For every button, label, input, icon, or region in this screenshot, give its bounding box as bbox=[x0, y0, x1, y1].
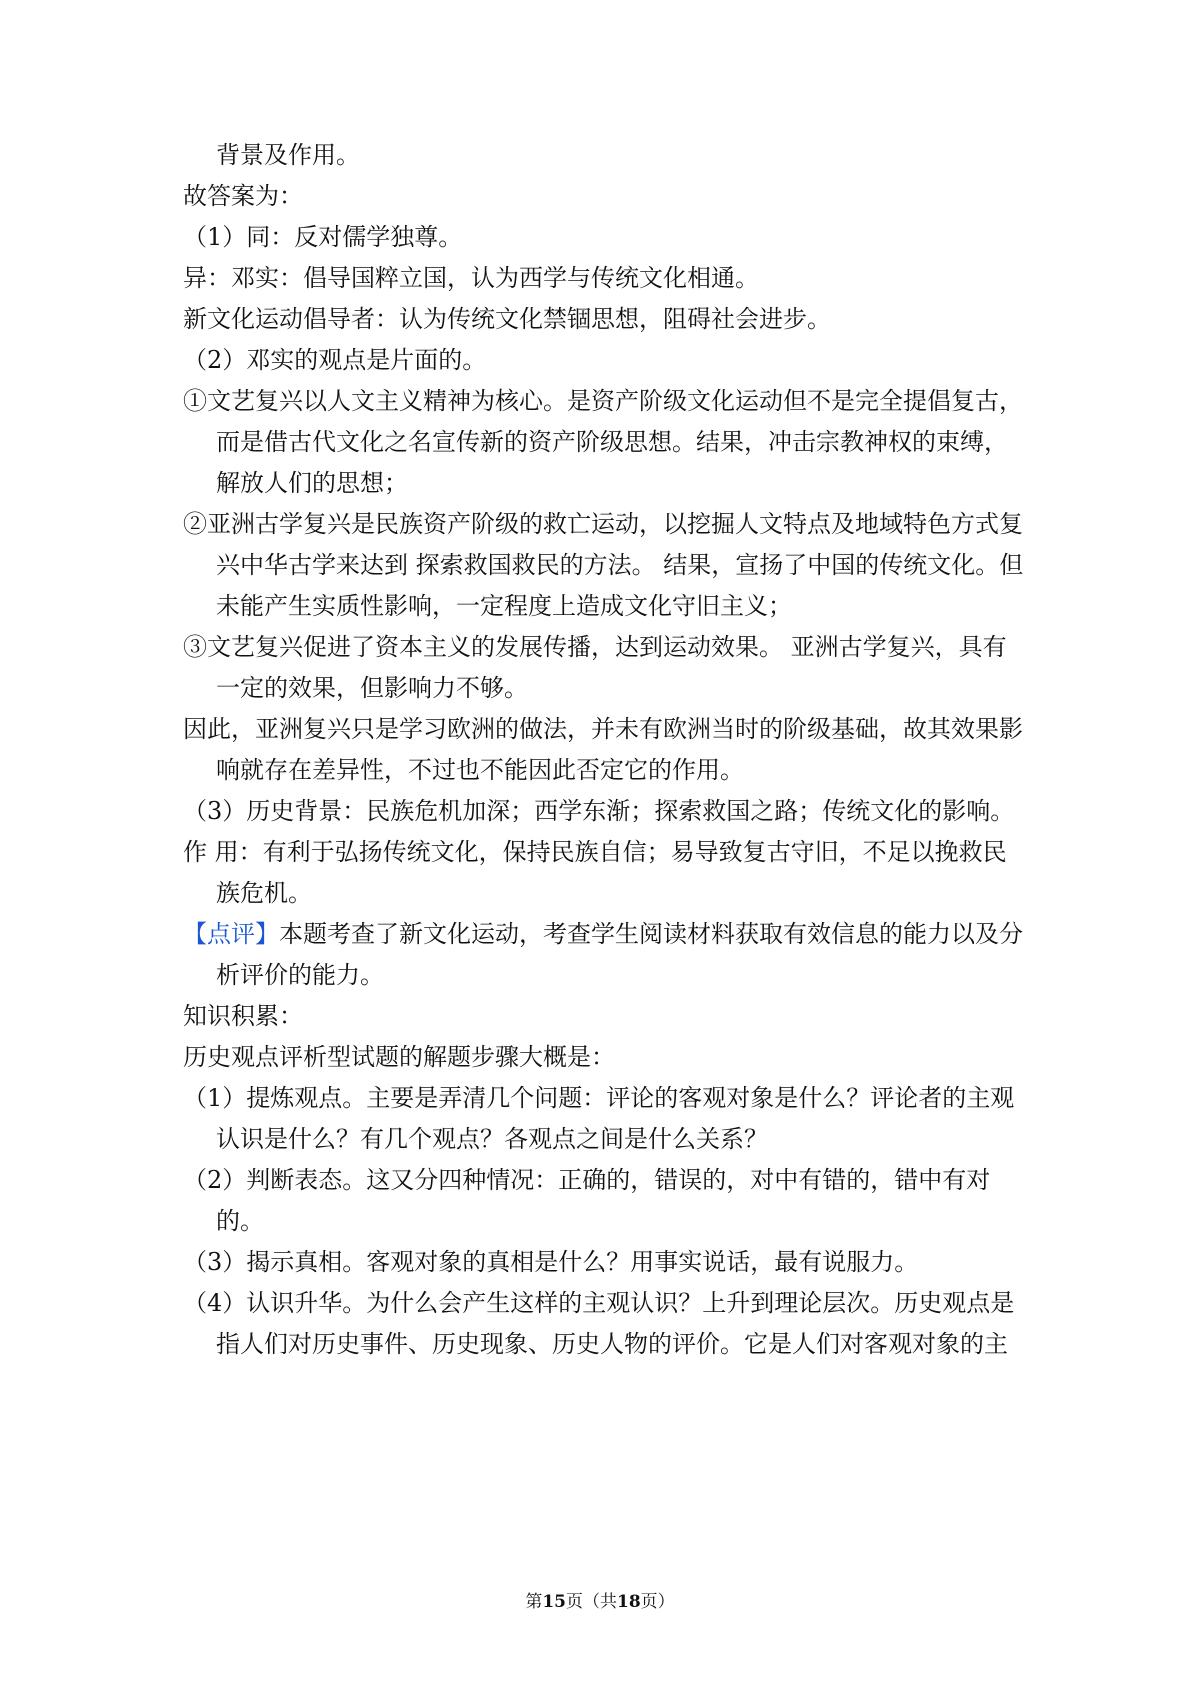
footer-total-pages: 18 bbox=[617, 1592, 641, 1612]
answer-point-3: ③文艺复兴促进了资本主义的发展传播，达到运动效果。 亚洲古学复兴，具有一定的效果，但影响力不够。 bbox=[183, 633, 1007, 702]
knowledge-step-1: （1）提炼观点。主要是弄清几个问题：评论的客观对象是什么？评论者的主观认识是什么？有几个观点？各观点之间是什么关系？ bbox=[183, 1084, 1015, 1153]
answer-heading: 故答案为： bbox=[183, 182, 303, 210]
answer-part-1-diff: 异：邓实：倡导国粹立国，认为西学与传统文化相通。 bbox=[183, 264, 759, 292]
answer-part-3-effect: 作 用：有利于弘扬传统文化，保持民族自信；易导致复古守旧，不足以挽救民族危机。 bbox=[183, 838, 1007, 907]
footer-page-number: 15 bbox=[542, 1592, 566, 1612]
answer-part-2-heading: （2）邓实的观点是片面的。 bbox=[183, 346, 487, 374]
page-footer bbox=[0, 1590, 1200, 1614]
knowledge-step-3: （3）揭示真相。客观对象的真相是什么？用事实说话，最有说服力。 bbox=[183, 1248, 919, 1276]
answer-part-1-new-culture: 新文化运动倡导者：认为传统文化禁锢思想，阻碍社会进步。 bbox=[183, 305, 831, 333]
answer-part-3-background: （3）历史背景：民族危机加深；西学东渐；探索救国之路；传统文化的影响。 bbox=[183, 797, 1015, 825]
answer-body bbox=[183, 135, 1028, 1365]
footer-suffix: 页） bbox=[640, 1592, 675, 1612]
answer-conclusion: 因此，亚洲复兴只是学习欧洲的做法，并未有欧洲当时的阶级基础，故其效果影响就存在差异性，不过也不能因此否定它的作用。 bbox=[183, 715, 1023, 784]
footer-prefix: 第 bbox=[525, 1592, 543, 1612]
knowledge-step-2: （2）判断表态。这又分四种情况：正确的，错误的，对中有错的，错中有对的。 bbox=[183, 1166, 991, 1235]
answer-point-1: ①文艺复兴以人文主义精神为核心。是资产阶级文化运动但不是完全提倡复古，而是借古代文化之名宣传新的资产阶级思想。结果，冲击宗教神权的束缚，解放人们的思想； bbox=[183, 387, 1023, 497]
paragraph-continuation: 背景及作用。 bbox=[216, 141, 360, 169]
answer-point-2: ②亚洲古学复兴是民族资产阶级的救亡运动，以挖掘人文特点及地域特色方式复兴中华古学来达到 探索救国救民的方法。 结果，宣扬了中国的传统文化。但未能产生实质性影响，一定程度上造成文化守旧主义； bbox=[183, 510, 1024, 620]
comment-tag: 【点评】 bbox=[183, 920, 279, 948]
answer-part-1-same: （1）同：反对儒学独尊。 bbox=[183, 223, 463, 251]
comment-paragraph bbox=[183, 914, 1028, 996]
comment-text: 本题考查了新文化运动，考查学生阅读材料获取有效信息的能力以及分析评价的能力。 bbox=[216, 920, 1023, 989]
footer-middle: 页（共 bbox=[566, 1592, 617, 1612]
knowledge-intro: 历史观点评析型试题的解题步骤大概是： bbox=[183, 1043, 615, 1071]
knowledge-heading: 知识积累： bbox=[183, 1002, 303, 1030]
knowledge-step-4: （4）认识升华。为什么会产生这样的主观认识？上升到理论层次。历史观点是指人们对历史事件、历史现象、历史人物的评价。它是人们对客观对象的主 bbox=[183, 1289, 1015, 1358]
